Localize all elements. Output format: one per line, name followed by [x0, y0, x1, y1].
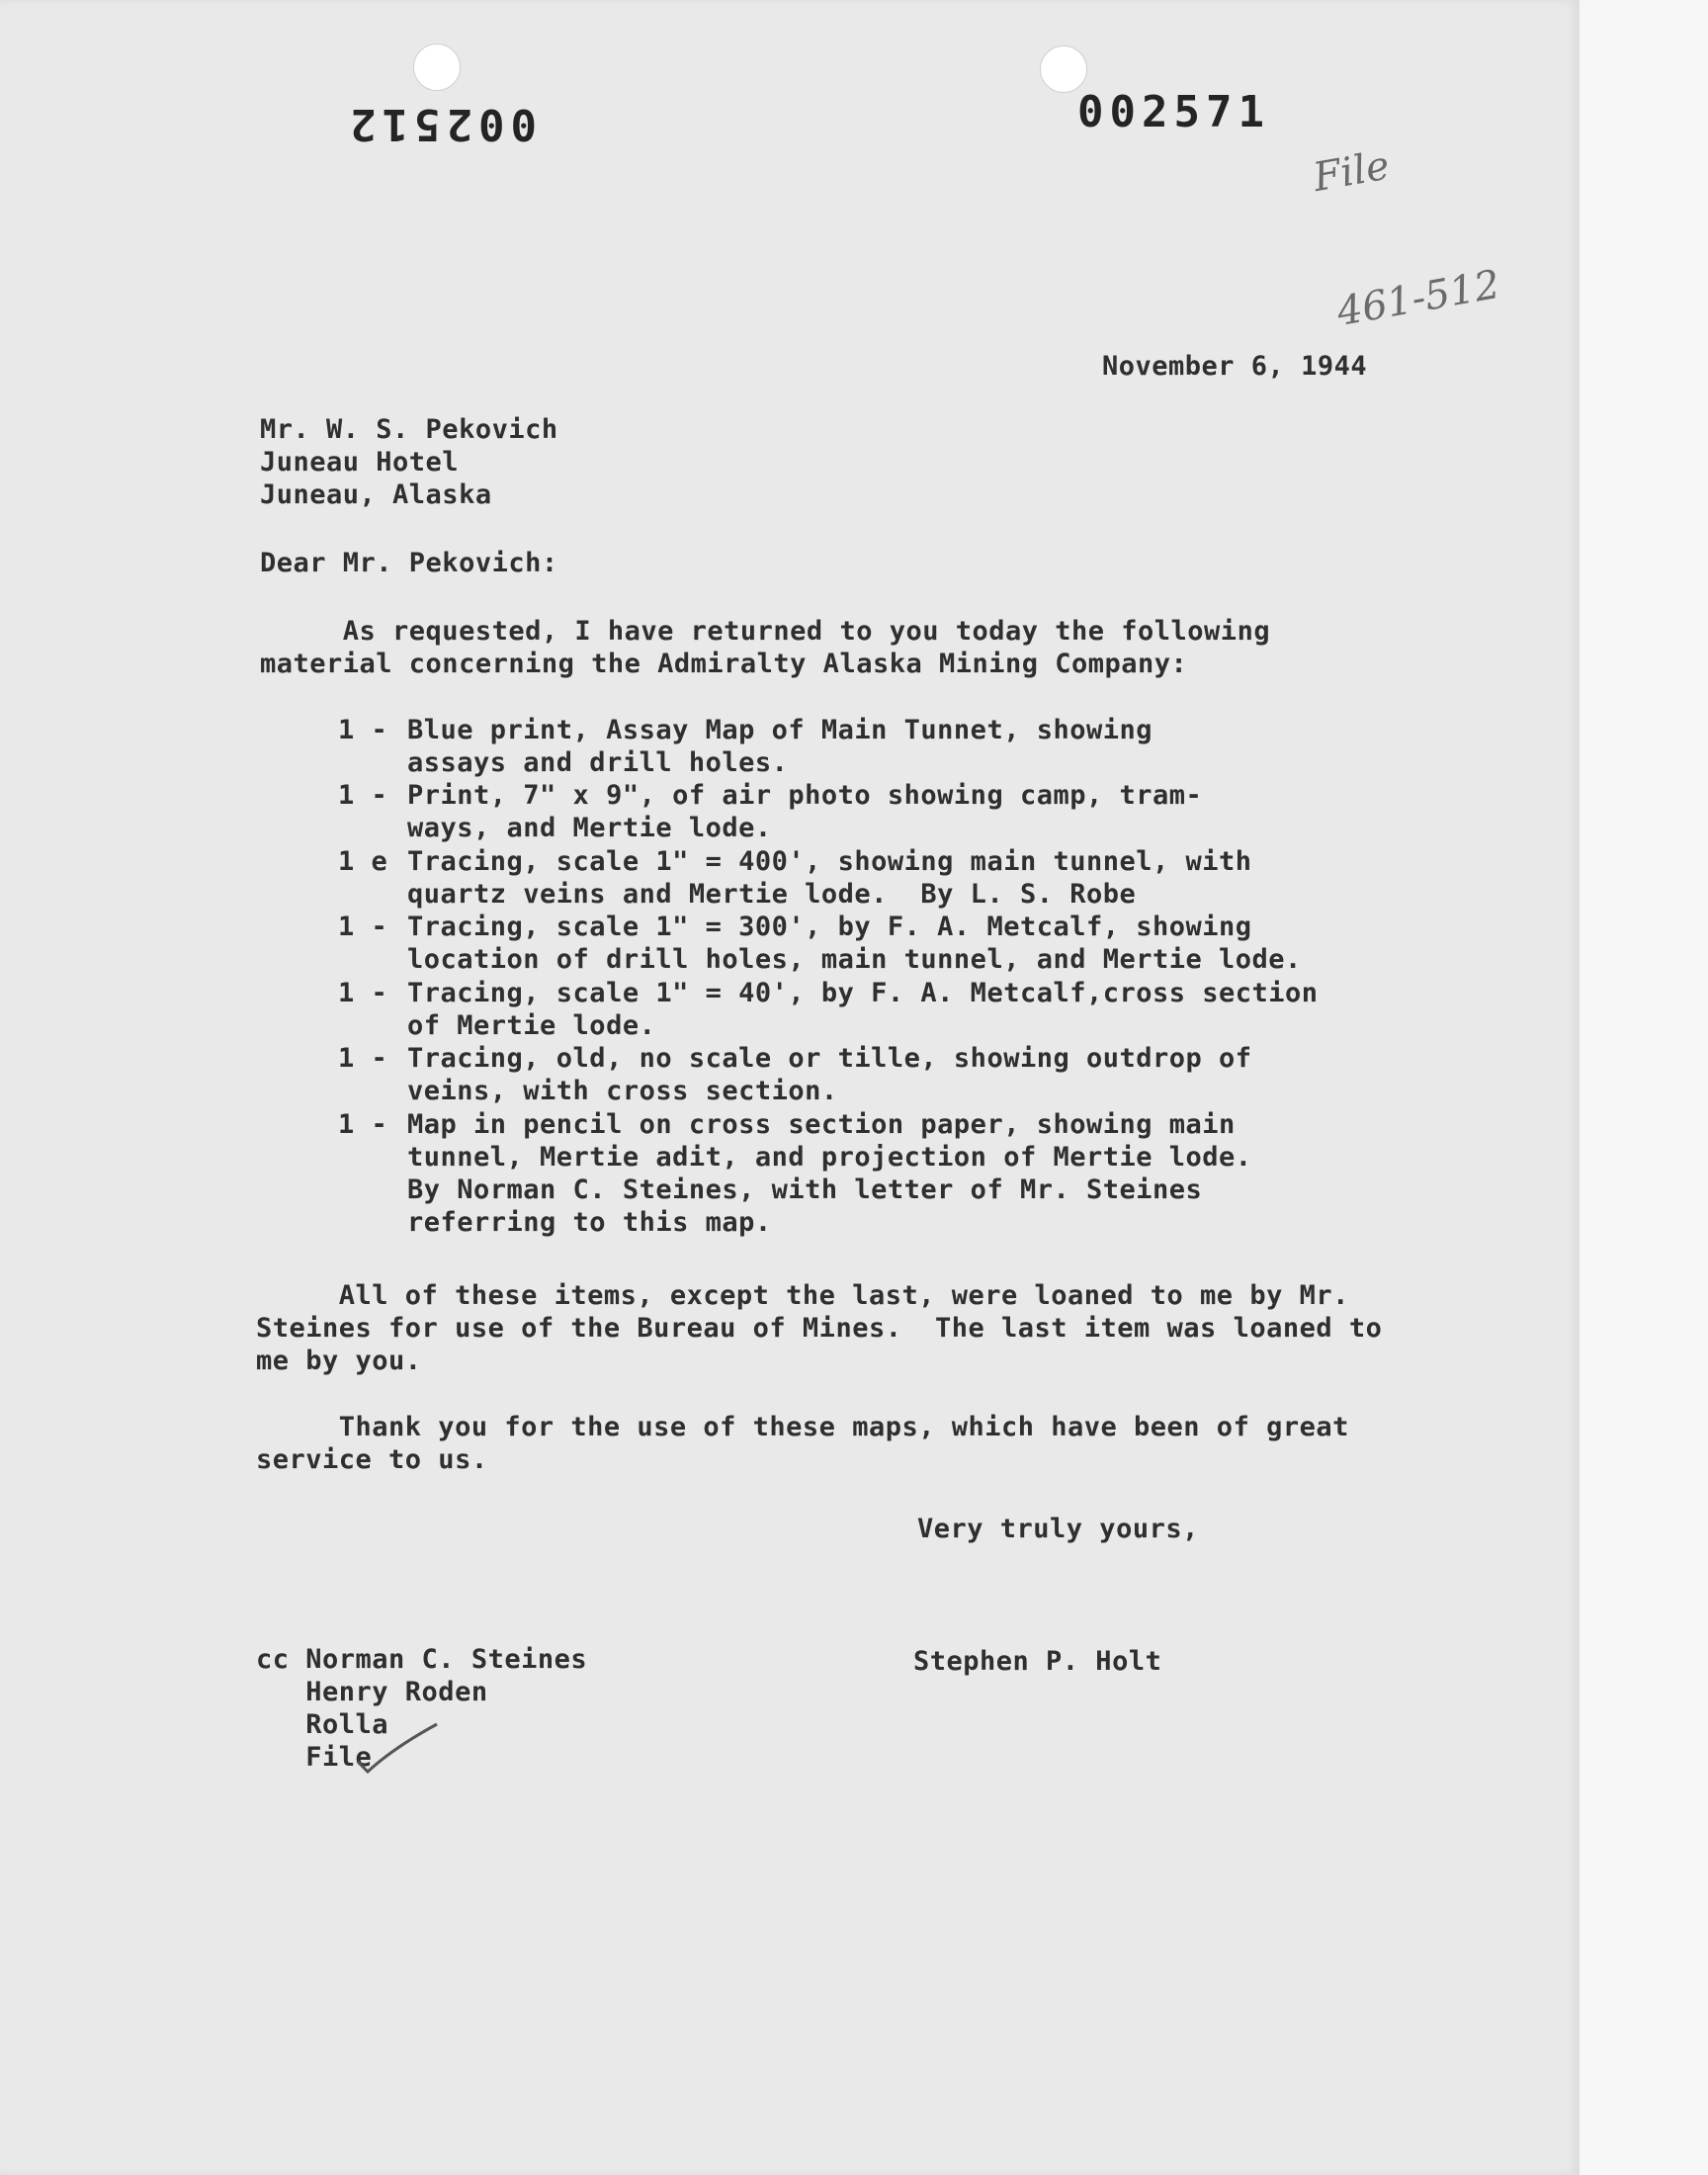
item-text-line: Blue print, Assay Map of Main Tunnet, showing [407, 715, 1153, 745]
item-quantity: 1 - [338, 1043, 388, 1074]
cc-line: cc Norman C. Steines [256, 1644, 588, 1675]
paragraph-line: me by you. [256, 1346, 422, 1376]
cc-line: Henry Roden [256, 1677, 488, 1707]
item-text-line: Tracing, scale 1" = 300', by F. A. Metcalf, showing [407, 912, 1252, 942]
check-mark-icon [354, 1718, 443, 1778]
paragraph-line: As requested, I have returned to you today the following [260, 616, 1271, 647]
item-quantity: 1 e [338, 846, 388, 877]
item-quantity: 1 - [338, 978, 388, 1008]
item-text-line: Tracing, old, no scale or tille, showing outdrop of [407, 1043, 1252, 1074]
paragraph-line: All of these items, except the last, were loaned to me by Mr. [256, 1280, 1349, 1311]
scan-margin [1580, 0, 1708, 2175]
item-text-line: veins, with cross section. [407, 1076, 838, 1106]
recipient-line: Juneau Hotel [260, 447, 460, 478]
recipient-line: Mr. W. S. Pekovich [260, 414, 558, 445]
item-text-line: Map in pencil on cross section paper, showing main [407, 1109, 1236, 1140]
item-quantity: 1 - [338, 780, 388, 811]
file-note-word: File [1310, 142, 1394, 202]
item-quantity: 1 - [338, 1109, 388, 1140]
item-text-line: of Mertie lode. [407, 1010, 656, 1041]
item-text-line: By Norman C. Steines, with letter of Mr. Steines [407, 1174, 1203, 1205]
mirrored-document-stamp: 002512 [344, 99, 537, 149]
signature-name: Stephen P. Holt [913, 1646, 1162, 1677]
cc-line: Rolla [256, 1709, 389, 1740]
letter-date: November 6, 1944 [1102, 351, 1368, 382]
paragraph-line: service to us. [256, 1444, 488, 1475]
item-text-line: location of drill holes, main tunnel, and Mertie lode. [407, 944, 1302, 975]
item-text-line: Tracing, scale 1" = 400', showing main tunnel, with [407, 846, 1252, 877]
document-number-stamp: 002571 [1077, 87, 1270, 137]
punch-hole-right [1040, 45, 1087, 93]
item-text-line: ways, and Mertie lode. [407, 813, 772, 843]
paragraph-line: material concerning the Admiralty Alaska Mining Company: [260, 649, 1188, 679]
item-text-line: assays and drill holes. [407, 747, 789, 778]
item-text-line: tunnel, Mertie adit, and projection of Mertie lode. [407, 1142, 1252, 1173]
cc-line: File [256, 1742, 373, 1773]
item-quantity: 1 - [338, 912, 388, 942]
item-text-line: Tracing, scale 1" = 40', by F. A. Metcalf,cross section [407, 978, 1319, 1008]
item-text-line: quartz veins and Mertie lode. By L. S. Robe [407, 879, 1137, 910]
file-note-range: 461-512 [1333, 261, 1503, 336]
item-quantity: 1 - [338, 715, 388, 745]
paragraph-line: Steines for use of the Bureau of Mines. The last item was loaned to [256, 1313, 1383, 1344]
salutation: Dear Mr. Pekovich: [260, 548, 558, 578]
item-text-line: Print, 7" x 9", of air photo showing camp, tram- [407, 780, 1203, 811]
paragraph-line: Thank you for the use of these maps, which have been of great [256, 1412, 1349, 1442]
item-text-line: referring to this map. [407, 1207, 772, 1238]
closing: Very truly yours, [917, 1514, 1199, 1544]
recipient-line: Juneau, Alaska [260, 479, 492, 510]
punch-hole-left [413, 44, 461, 91]
